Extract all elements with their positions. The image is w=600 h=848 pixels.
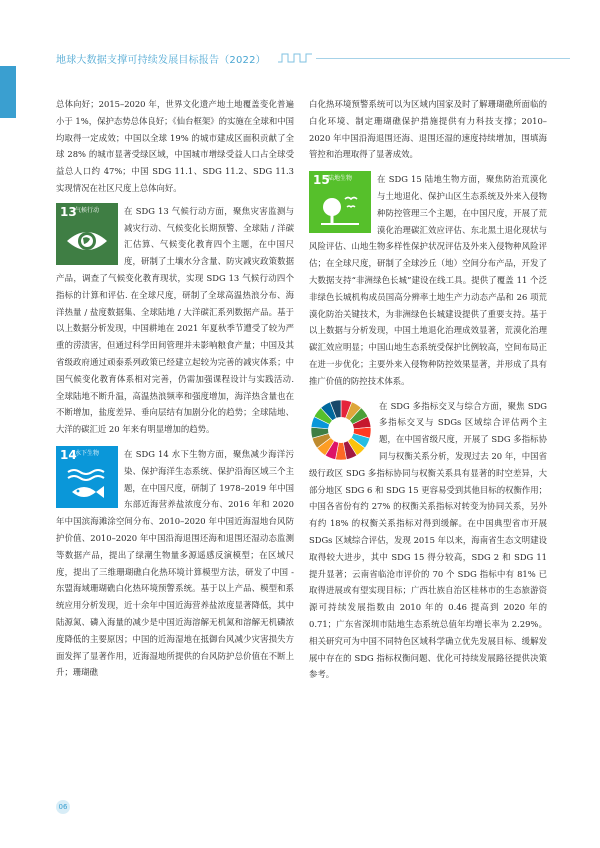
sdg13-number: 13 [60, 204, 77, 219]
paragraph-sdg-multi-indicator: 在 SDG 多指标交叉与综合方面，聚焦 SDG 多指标交叉与 SDGs 区域综合评估两个主题，在中国省级尺度，开展了 SDG 多指标协同与权衡关系分析，发现过去 20 年，中国省级行政区 SDG 多指标协同与权衡关系具有显著的时空差异，大部分地区 SDG 6 和 SDG 15 更容易受到其他目标的权衡作用；中国各省份有约 27% 的权衡关系指标对转变为协同关系，另外有约 18% 的权衡关系指标对得到缓解。在中国典型省市开展 SDGs 区域综合评估，发现 2015 年以来，海南省生态文明建设取得较大进步，其中 SDG 15 得分较高，SDG 2 和 SDG 11 提升显著；云南省临沧市评价的 70 个 SDG 指标中有 81% 已取得进展或有望实现目标；广西壮族自治区桂林市的生态旅游资源可持续发展指数由 2010 年的 0.46 提高到 2020 年的 0.71；广东省深圳市陆地生态系统总值年均增长率为 2.29%。相关研究可为中国不同特色区域科学确立优先发展目标、缓解发展中存在的 SDG 指标权衡问题、优化可持续发展路径提供决策参考。 [309, 400, 547, 680]
tree-birds-icon [317, 189, 363, 229]
sdg-color-wheel-icon [309, 398, 373, 462]
paragraph-sdg11-summary: 总体向好；2015–2020 年，世界文化遗产地土地覆盖变化普遍小于 1%，保护态势总体良好；《仙台框架》的实施在全球和中国均取得一定成效；中国以全球 19% 的城市建成区面积贡献了全球 28% 的城市显著受绿区域，中国城市增绿受益人口占全球受益总人口约 47%；中国 SDG 11.1、SDG 11.2、SDG 11.3 实现情况在社区尺度上总体向好。 [56, 99, 294, 193]
paragraph-sdg14: 在 SDG 14 水下生物方面，聚焦减少海洋污染、保护海洋生态系统、保护沿海区域三个主题，在中国尺度，研制了 1978–2019 年中国东部近海营养盐浓度分布、2016 年和 2020 年中国滨海滩涂空间分布、2010–2020 年中国近海湿地台风防护价值、2010–2020 年中国沿海退围还海和退围还湿动态监测等数据产品，提出了绿潮生物量多源遥感反演模型；在区域尺度，提出了三维珊瑚礁白化热环境计算模型方法，研发了中国 - 东盟海域珊瑚礁白化热环境预警系统。基于以上产品、模型和系统应用分析发现，近十余年中国近海营养盐浓度显著降低，其中陆源氮、磷入海量的减少是中国近海溶解无机氮和溶解无机磷浓度降低的主要原因；中国的近海湿地在抵御台风减少灾害损失方面发挥了显著作用，近海湿地所提供的台风防护总价值在不断上升；珊瑚礁 [56, 448, 294, 678]
sdg15-number: 15 [313, 173, 330, 188]
right-column [309, 96, 547, 683]
side-tab-marker [0, 66, 16, 118]
fish-waves-icon [64, 464, 110, 504]
header-rule [316, 58, 570, 59]
report-title: 地球大数据支撑可持续发展目标报告（2022） [56, 55, 266, 66]
sdg13-name: 气候行动 [75, 206, 100, 214]
left-column [56, 96, 294, 681]
paragraph-sdg15: 在 SDG 15 陆地生物方面，聚焦防治荒漠化与土地退化、保护山区生态系统及外来入侵物种防控管理三个主题，在中国尺度，开展了荒漠化治理碳汇效应评估、东北黑土退化现状与风险评估、山地生物多样性保护状况评估及外来入侵物种风险评估；在全球尺度，研制了全球沙丘（地）空间分布产品，开发了大数据支持“非洲绿色长城”建设在线工具。提供了覆盖 11 个泛非绿色长城机构成员国高分辨率土地生产力动态产品和 26 项荒漠化防治关键技术，为非洲绿色长城建设提供了重要支持。基于以上数据与分析发现，中国土地退化治理成效显著，荒漠化治理碳汇效应明显；中国山地生态系统受保护比例较高，空间布局正在进一步优化；主要外来入侵物种防控效果显著，并形成了具有推广价值的防控技术体系。 [309, 174, 547, 386]
sdg15-name: 陆地生物 [328, 175, 353, 183]
paragraph-sdg14-continued: 白化热环境预警系统可以为区域内国家及时了解珊瑚礁所面临的白化环境、制定珊瑚礁保护措施提供有力科技支撑；2010–2020 年中国沿海退围还海、退围还湿的速度持续增加，围填海管控和治理取得了显著成效。 [309, 99, 547, 160]
eye-globe-icon [64, 221, 110, 261]
sdg13-icon [56, 203, 118, 265]
sdg14-number: 14 [60, 447, 77, 462]
paragraph-sdg13: 在 SDG 13 气候行动方面，聚焦灾害监测与减灾行动、气候变化长期预警、全球陆 / 洋碳汇估算、气候变化教育四个主题，在中国尺度，研制了土壤水分含量、防灾减灾政策数据产品，调查了气候变化教育现状，实现 SDG 13 气候行动四个指标的计算和评估. 在全球尺度，研制了全球高温热浪分布、海洋热量 / 盐度数据集、全球陆地 / 大洋碳汇系列数据产品。基于以上数据分析发现，中国耕地在 2021 年夏秋季节遭受了较为严重的涝渍害，但通过科学田间管理并未影响粮食产量；中国及其省级政府通过顽泰系列政策已经建立起较为完善的减灾体系；中国气候变化教育体系相对完善，仍需加强课程设计与实践活动. 全球陆地不断升温，高温热浪频率和强度增加，海洋热含量也在不断增加，盐度差异、垂向层结有加剧分化的趋势；全球陆地、大洋的碳汇近 20 年来有明显增加的趋势。 [56, 205, 294, 435]
sdg15-icon [309, 171, 371, 233]
page-number: 06 [56, 800, 70, 814]
running-header [56, 50, 570, 66]
sdg14-name: 水下生物 [75, 449, 100, 457]
header-line-decoration-icon [278, 52, 312, 64]
sdg14-icon [56, 446, 118, 508]
